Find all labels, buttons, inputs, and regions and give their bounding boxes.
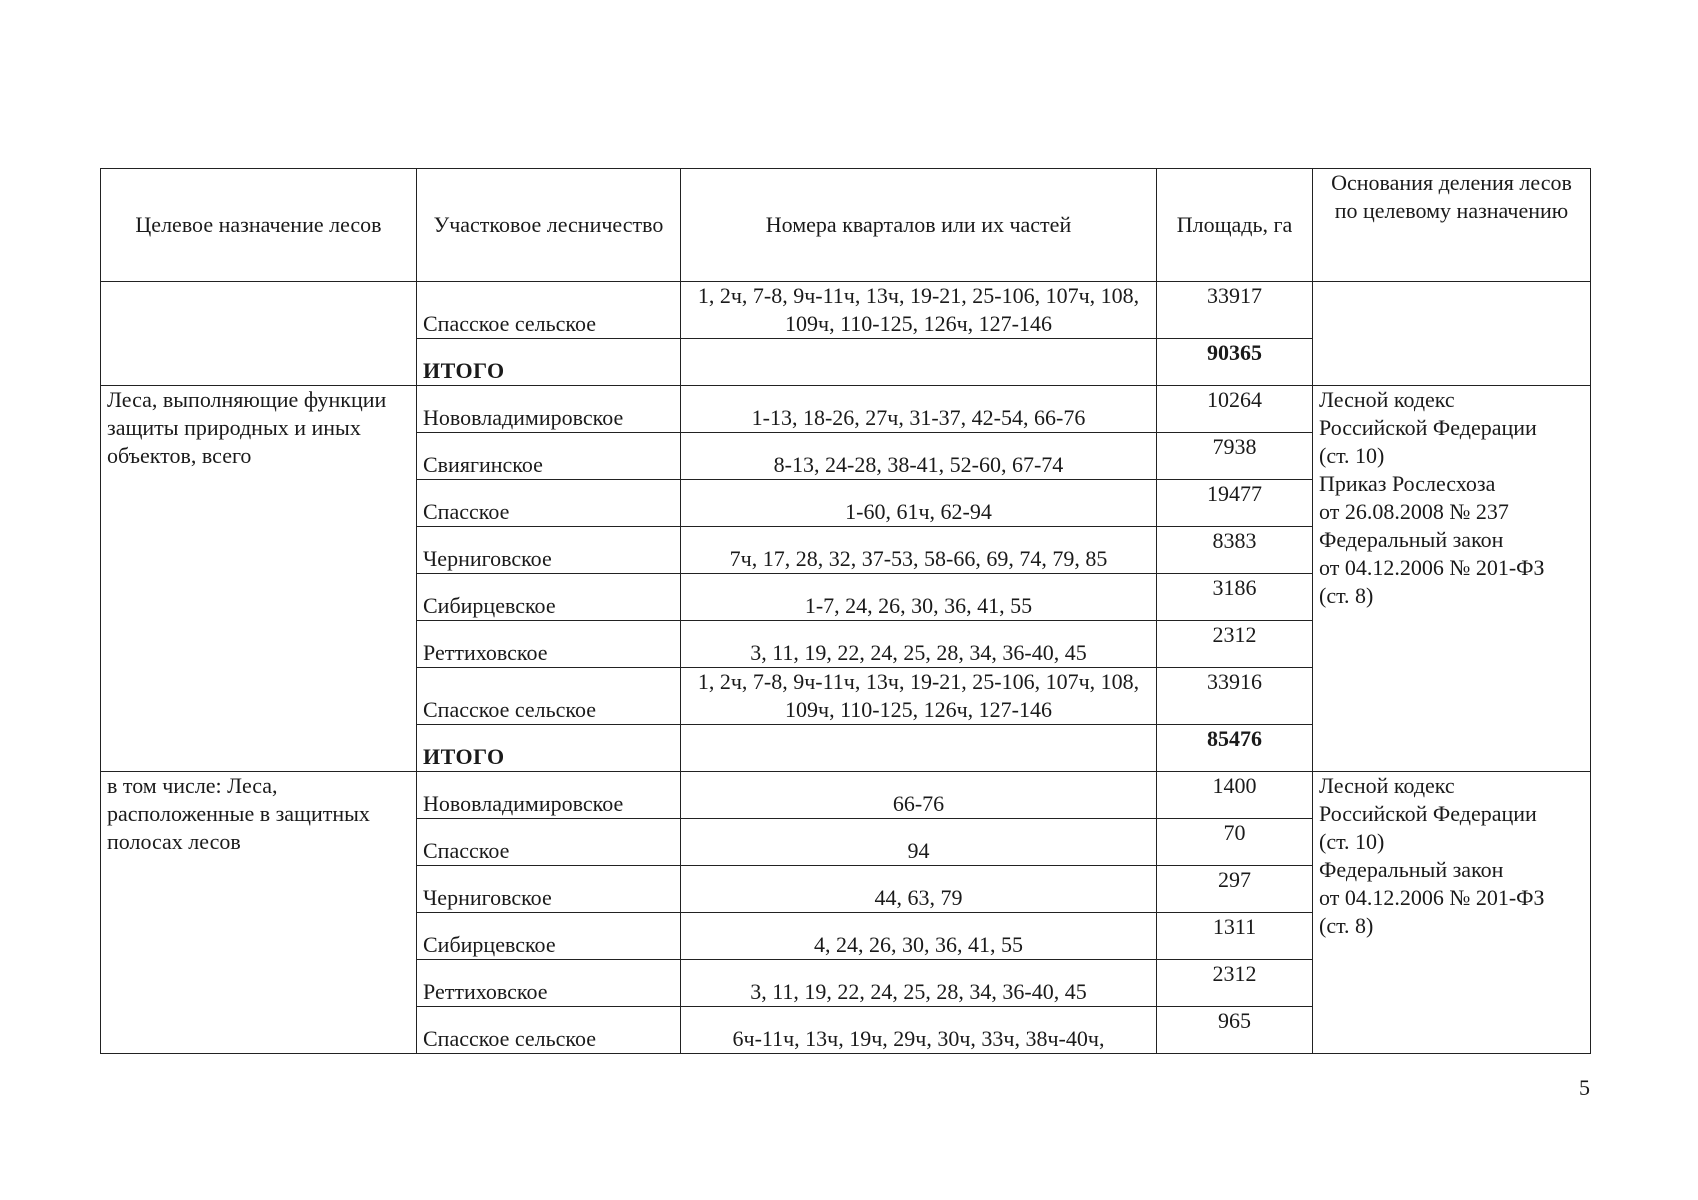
area-cell: 33916	[1157, 668, 1313, 725]
quarters-cell: 7ч, 17, 28, 32, 37-53, 58-66, 69, 74, 79, 85	[681, 527, 1157, 574]
total-area: 90365	[1157, 339, 1313, 386]
basis-line: Федеральный закон	[1319, 527, 1504, 552]
district-cell: Спасское сельское	[417, 282, 681, 339]
quarters-cell: 44, 63, 79	[681, 866, 1157, 913]
area-cell: 70	[1157, 819, 1313, 866]
district-cell: Нововладимировское	[417, 772, 681, 819]
district-cell: Сибирцевское	[417, 913, 681, 960]
district-cell: Черниговское	[417, 866, 681, 913]
area-cell: 8383	[1157, 527, 1313, 574]
area-cell: 2312	[1157, 960, 1313, 1007]
district-cell: Свиягинское	[417, 433, 681, 480]
total-label: ИТОГО	[417, 339, 681, 386]
total-area: 85476	[1157, 725, 1313, 772]
purpose-cell-strips: в том числе: Леса, расположенные в защитных полосах лесов	[101, 772, 417, 1054]
quarters-cell	[681, 339, 1157, 386]
area-cell: 965	[1157, 1007, 1313, 1054]
forest-purpose-table	[100, 168, 1591, 1054]
header-district: Участковое лесничество	[417, 169, 681, 282]
header-purpose: Целевое назначение лесов	[101, 169, 417, 282]
quarters-cell: 1, 2ч, 7-8, 9ч-11ч, 13ч, 19-21, 25-106, 107ч, 108, 109ч, 110-125, 126ч, 127-146	[681, 668, 1157, 725]
basis-line: Российской Федерации	[1319, 415, 1537, 440]
header-basis: Основания деления лесов по целевому назначению	[1313, 169, 1591, 282]
quarters-cell: 4, 24, 26, 30, 36, 41, 55	[681, 913, 1157, 960]
district-cell: Реттиховское	[417, 621, 681, 668]
quarters-cell: 94	[681, 819, 1157, 866]
district-cell: Спасское сельское	[417, 1007, 681, 1054]
quarters-cell: 1, 2ч, 7-8, 9ч-11ч, 13ч, 19-21, 25-106, 107ч, 108, 109ч, 110-125, 126ч, 127-146	[681, 282, 1157, 339]
basis-line: Российской Федерации	[1319, 801, 1537, 826]
header-quarters: Номера кварталов или их частей	[681, 169, 1157, 282]
quarters-cell: 3, 11, 19, 22, 24, 25, 28, 34, 36-40, 45	[681, 960, 1157, 1007]
quarters-cell: 8-13, 24-28, 38-41, 52-60, 67-74	[681, 433, 1157, 480]
basis-line: (ст. 10)	[1319, 829, 1385, 854]
basis-line: от 26.08.2008 № 237	[1319, 499, 1509, 524]
quarters-cell: 1-60, 61ч, 62-94	[681, 480, 1157, 527]
basis-line: Лесной кодекс	[1319, 387, 1455, 412]
district-cell: Спасское	[417, 480, 681, 527]
basis-line: (ст. 8)	[1319, 583, 1374, 608]
purpose-cell-protective: Леса, выполняющие функции защиты природных и иных объектов, всего	[101, 386, 417, 772]
carryover-purpose-cell	[101, 282, 417, 386]
quarters-cell: 1-7, 24, 26, 30, 36, 41, 55	[681, 574, 1157, 621]
district-cell: Сибирцевское	[417, 574, 681, 621]
quarters-cell: 1-13, 18-26, 27ч, 31-37, 42-54, 66-76	[681, 386, 1157, 433]
table-row	[101, 282, 1591, 339]
area-cell: 10264	[1157, 386, 1313, 433]
basis-line: Лесной кодекс	[1319, 773, 1455, 798]
district-cell: Спасское сельское	[417, 668, 681, 725]
basis-cell-strips	[1313, 772, 1591, 1054]
table-header-row	[101, 169, 1591, 282]
area-cell: 33917	[1157, 282, 1313, 339]
area-cell: 297	[1157, 866, 1313, 913]
area-cell: 3186	[1157, 574, 1313, 621]
area-cell: 7938	[1157, 433, 1313, 480]
quarters-cell: 6ч-11ч, 13ч, 19ч, 29ч, 30ч, 33ч, 38ч-40ч,	[681, 1007, 1157, 1054]
basis-line: от 04.12.2006 № 201-ФЗ	[1319, 555, 1545, 580]
area-cell: 2312	[1157, 621, 1313, 668]
district-cell: Реттиховское	[417, 960, 681, 1007]
carryover-basis-cell	[1313, 282, 1591, 386]
basis-cell-protective	[1313, 386, 1591, 772]
table-row	[101, 386, 1591, 433]
district-cell: Спасское	[417, 819, 681, 866]
quarters-cell: 66-76	[681, 772, 1157, 819]
basis-line: Федеральный закон	[1319, 857, 1504, 882]
area-cell: 1400	[1157, 772, 1313, 819]
basis-line: (ст. 8)	[1319, 913, 1374, 938]
quarters-cell	[681, 725, 1157, 772]
header-area: Площадь, га	[1157, 169, 1313, 282]
basis-line: (ст. 10)	[1319, 443, 1385, 468]
district-cell: Черниговское	[417, 527, 681, 574]
table-row	[101, 772, 1591, 819]
district-cell: Нововладимировское	[417, 386, 681, 433]
basis-line: от 04.12.2006 № 201-ФЗ	[1319, 885, 1545, 910]
area-cell: 1311	[1157, 913, 1313, 960]
quarters-cell: 3, 11, 19, 22, 24, 25, 28, 34, 36-40, 45	[681, 621, 1157, 668]
basis-line: Приказ Рослесхоза	[1319, 471, 1496, 496]
area-cell: 19477	[1157, 480, 1313, 527]
total-label: ИТОГО	[417, 725, 681, 772]
page-number: 5	[1579, 1075, 1590, 1100]
